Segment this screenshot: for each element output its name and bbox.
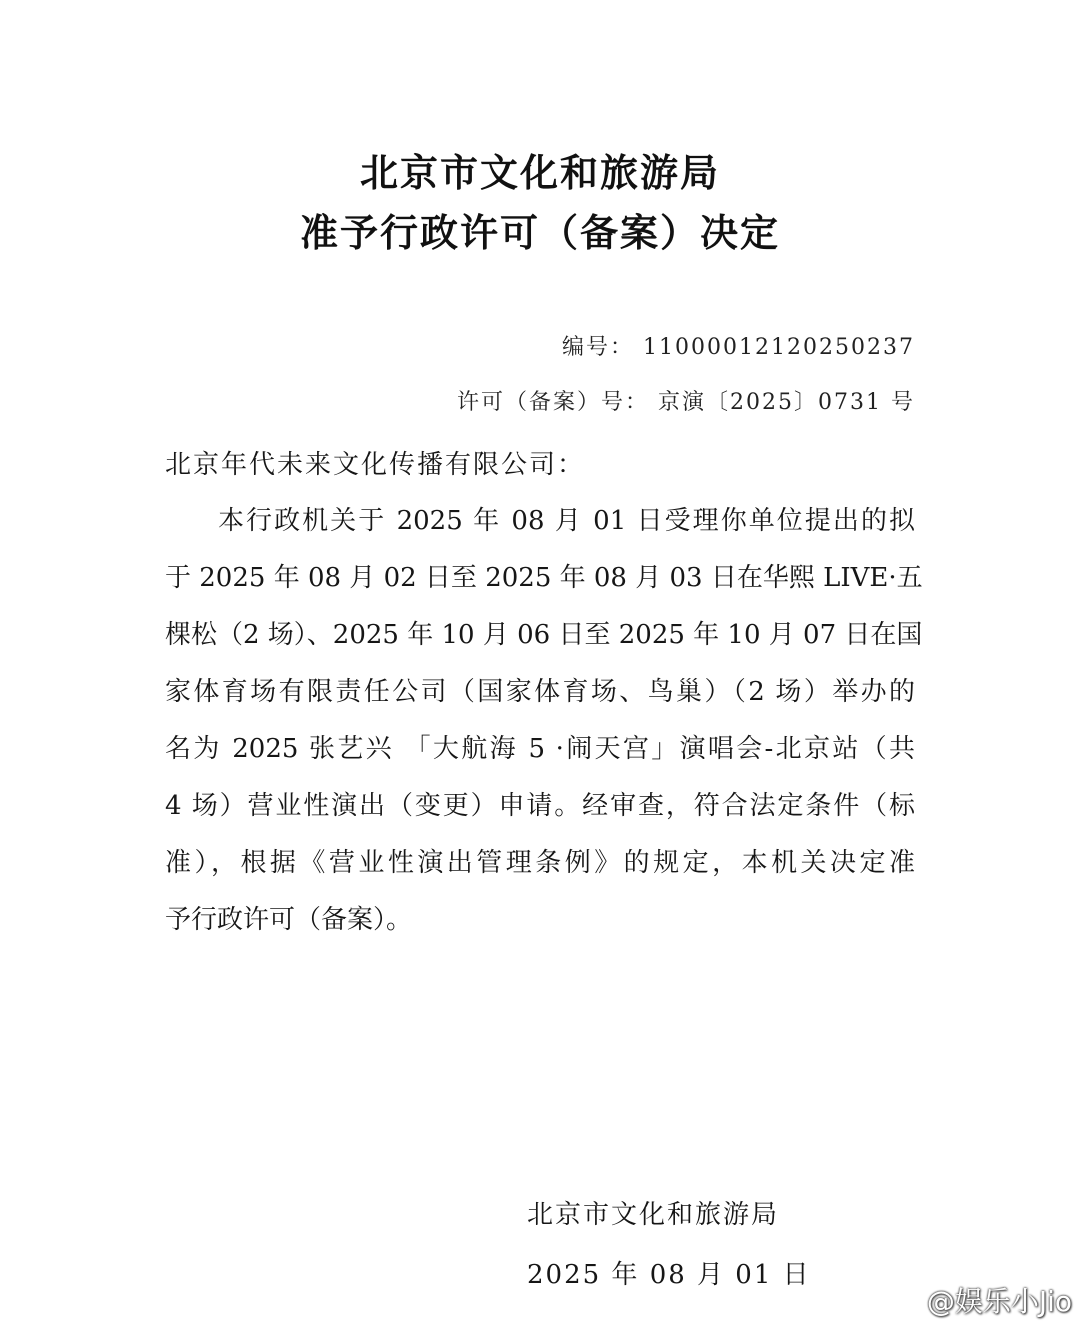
watermark-text: @娱乐小Jio bbox=[926, 1285, 1072, 1318]
body-line: 家体育场有限责任公司（国家体育场、鸟巢）（2 场）举办的 bbox=[165, 677, 915, 707]
body-line: 准），根据《营业性演出管理条例》的规定，本机关决定准 bbox=[165, 848, 915, 878]
weibo-icon bbox=[889, 1286, 923, 1314]
body-line: 本行政机关于 2025 年 08 月 01 日受理你单位提出的拟 bbox=[218, 506, 915, 536]
document-title-line2: 准予行政许可（备案）决定 bbox=[299, 211, 780, 255]
addressee: 北京年代未来文化传播有限公司： bbox=[165, 450, 586, 480]
body-line: 棵松（2 场）、2025 年 10 月 06 日至 2025 年 10 月 07 日在国 bbox=[165, 620, 923, 650]
signature-date: 2025 年 08 月 01 日 bbox=[527, 1260, 811, 1290]
serial-number: 编号： 11000012120250237 bbox=[562, 335, 915, 360]
body-line: 予行政许可（备案）。 bbox=[165, 905, 413, 935]
watermark bbox=[889, 1280, 1072, 1320]
signature-organization: 北京市文化和旅游局 bbox=[527, 1200, 780, 1230]
document-title-line1: 北京市文化和旅游局 bbox=[359, 151, 720, 195]
body-line: 于 2025 年 08 月 02 日至 2025 年 08 月 03 日在华熙 LIVE·五 bbox=[165, 563, 923, 593]
body-line: 名为 2025 张艺兴 「大航海 5 ·闹天宫」演唱会-北京站（共 bbox=[165, 734, 915, 764]
body-line: 4 场）营业性演出（变更）申请。经审查，符合法定条件（标 bbox=[165, 791, 915, 821]
permit-number: 许可（备案）号： 京演〔2025〕0731 号 bbox=[457, 390, 915, 415]
